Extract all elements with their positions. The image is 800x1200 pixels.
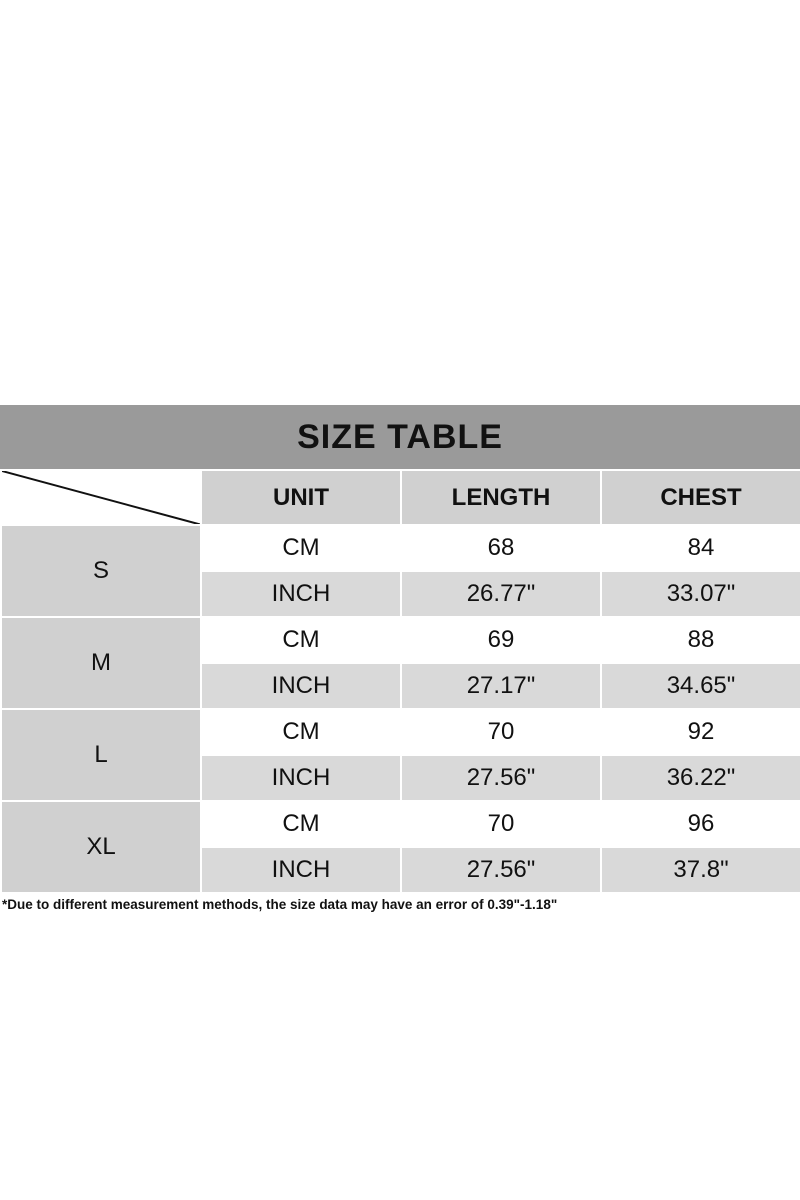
unit-cell: INCH <box>201 755 401 801</box>
length-cell: 27.56" <box>401 755 601 801</box>
chest-cell: 96 <box>601 801 800 847</box>
header-chest: CHEST <box>601 470 800 525</box>
table-corner-cell <box>1 470 201 525</box>
table-row <box>1 617 800 663</box>
unit-cell: INCH <box>201 663 401 709</box>
diagonal-divider-icon <box>2 471 200 524</box>
page-title: SIZE TABLE <box>297 417 503 456</box>
size-table <box>0 469 800 894</box>
length-cell: 70 <box>401 801 601 847</box>
size-label-m: M <box>1 617 201 709</box>
length-cell: 69 <box>401 617 601 663</box>
table-header-row <box>1 470 800 525</box>
header-length: LENGTH <box>401 470 601 525</box>
unit-cell: CM <box>201 525 401 571</box>
length-cell: 26.77" <box>401 571 601 617</box>
size-table-block <box>0 405 800 912</box>
chest-cell: 33.07" <box>601 571 800 617</box>
chest-cell: 88 <box>601 617 800 663</box>
chest-cell: 84 <box>601 525 800 571</box>
header-unit: UNIT <box>201 470 401 525</box>
unit-cell: INCH <box>201 571 401 617</box>
measurement-note: *Due to different measurement methods, the size data may have an error of 0.39"-1.18" <box>2 897 558 913</box>
unit-cell: CM <box>201 801 401 847</box>
chest-cell: 37.8" <box>601 847 800 893</box>
length-cell: 27.17" <box>401 663 601 709</box>
chest-cell: 92 <box>601 709 800 755</box>
unit-cell: CM <box>201 709 401 755</box>
size-label-xl: XL <box>1 801 201 893</box>
chest-cell: 34.65" <box>601 663 800 709</box>
unit-cell: CM <box>201 617 401 663</box>
length-cell: 27.56" <box>401 847 601 893</box>
size-table-title-bar <box>0 405 800 469</box>
table-row <box>1 709 800 755</box>
chest-cell: 36.22" <box>601 755 800 801</box>
unit-cell: INCH <box>201 847 401 893</box>
size-label-l: L <box>1 709 201 801</box>
length-cell: 68 <box>401 525 601 571</box>
table-row <box>1 801 800 847</box>
size-label-s: S <box>1 525 201 617</box>
length-cell: 70 <box>401 709 601 755</box>
table-row <box>1 525 800 571</box>
